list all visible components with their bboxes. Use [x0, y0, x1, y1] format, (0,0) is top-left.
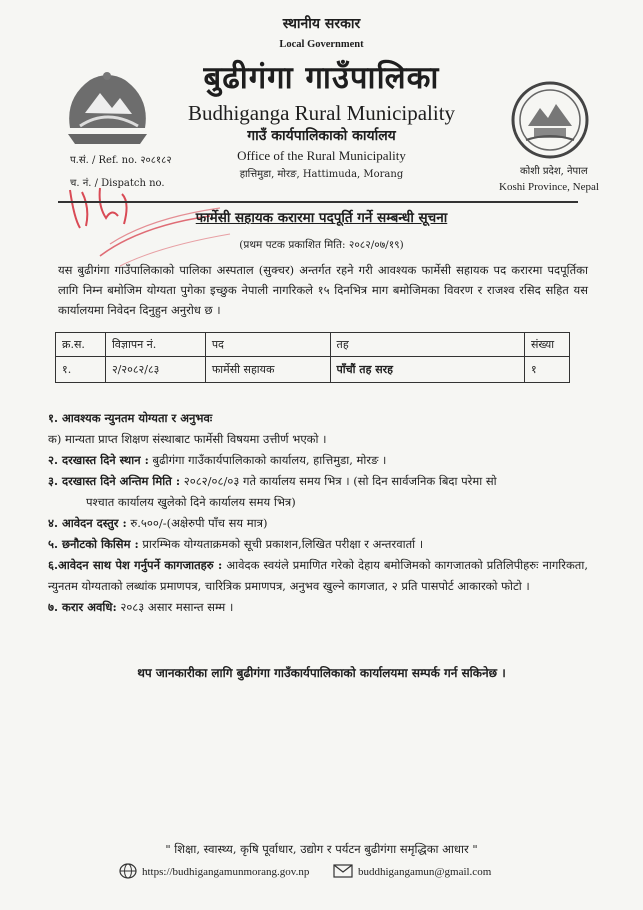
dispatch-number: च. नं. / Dispatch no.: [70, 178, 165, 189]
footer-slogan: " शिक्षा, स्वास्थ्य, कृषि पूर्वाधार, उद्योग र पर्यटन बुढीगंगा समृद्धिका आधार ": [165, 842, 478, 856]
req-1a: क) मान्यता प्राप्त शिक्षण संस्थाबाट फार्मेसी विषयमा उत्तीर्ण भएको ।: [48, 432, 327, 446]
table-cell: २/२०८२/८३: [105, 357, 205, 383]
office-en: Office of the Rural Municipality: [237, 148, 406, 163]
req-7-label: ७. करार अवधि:: [48, 600, 117, 614]
req-5-label: ५. छनौटको किसिम :: [48, 537, 139, 551]
notice-title: फार्मेसी सहायक करारमा पदपूर्ति गर्ने सम्बन्धी सूचना: [195, 210, 448, 226]
vacancy-table: [55, 332, 570, 383]
req-1-title: १. आवश्यक न्युनतम योग्यता र अनुभवः: [48, 411, 213, 425]
req-3-label: ३. दरखास्त दिने अन्तिम मिति :: [48, 474, 181, 488]
municipality-np: बुढीगंगा गाउँपालिका: [203, 60, 440, 96]
gov-en: Local Government: [279, 39, 364, 50]
table-header: तह: [330, 333, 524, 357]
gov-np: स्थानीय सरकार: [282, 16, 361, 32]
municipality-en: Budhiganga Rural Municipality: [187, 101, 456, 125]
table-header: विज्ञापन नं.: [105, 333, 205, 357]
envelope-icon: [333, 864, 353, 878]
email-link[interactable]: buddhigangamun@gmail.com: [358, 866, 492, 878]
table-header-row: [56, 333, 570, 357]
nepal-emblem-icon: [60, 68, 155, 150]
reference-number: प.सं. / Ref. no. २०८१८२: [70, 155, 172, 166]
address-np: हात्तिमुडा, मोरङ: [239, 169, 297, 180]
table-header: पद: [205, 333, 330, 357]
address-en: Hattimuda, Morang: [302, 169, 404, 180]
req-6-text: आवेदक स्वयंले प्रमाणित गरेको देहाय बमोजिमको कागजातको प्रतिलिपीहरुः नागरिकता, न्युनतम योग्यताको लब्धांक प्रमाणपत्र, चारित्रिक प्रमाणपत्र, अनुभव खुल्ने कागजात, २ प्रति पासपोर्ट आकारको फोटो ।: [48, 558, 588, 593]
contact-line: थप जानकारीका लागि बुढीगंगा गाउँकार्यपालिकाको कार्यालयमा सम्पर्क गर्न सकिनेछ ।: [137, 666, 506, 680]
req-4-label: ४. आवेदन दस्तुर :: [48, 516, 127, 530]
table-cell: पाँचौं तह सरह: [330, 357, 524, 383]
req-7-text: २०८३ असार मसान्त सम्म ।: [120, 600, 234, 614]
publish-date: (प्रथम पटक प्रकाशित मिति: २०८२/०७/१९): [239, 239, 404, 251]
globe-icon: [118, 862, 138, 880]
req-4: [48, 513, 588, 534]
province-en: Koshi Province, Nepal: [499, 181, 599, 193]
req-3-text: २०८२/०८/०३ गते कार्यालय समय भित्र । (सो दिन सार्वजनिक बिदा परेमा सो: [183, 474, 497, 488]
req-3: [48, 471, 588, 492]
notice-intro: यस बुढीगंगा गाउँपालिकाको पालिका अस्पताल (सुक्चर) अन्तर्गत रहने गरी आवश्यक फार्मेसी सहायक पद करारमा पदपूर्तिका लागि निम्न बमोजिम योग्यता पुगेका इच्छुक नेपाली नागरिकले १५ दिनभित्र माग बमोजिमका विवरण र राजश्व रसिद सहित यस कार्यालयमा निवेदन दिनुहुन अनुरोध छ ।: [58, 263, 588, 317]
req-3-cont: पश्चात कार्यालय खुलेको दिने कार्यालय समय भित्र): [86, 495, 296, 509]
req-5-text: प्रारम्भिक योग्यताक्रमको सूची प्रकाशन,लिखित परीक्षा र अन्तरवार्ता ।: [142, 537, 424, 551]
table-cell: १.: [56, 357, 106, 383]
table-header: क्र.स.: [56, 333, 106, 357]
table-cell: १: [525, 357, 570, 383]
address: हात्तिमुडा, मोरङ, Hattimuda, Morang: [239, 169, 404, 180]
office-np: गाउँ कार्यपालिकाको कार्यालय: [247, 128, 396, 144]
req-7: [48, 597, 588, 618]
req-5: [48, 534, 588, 555]
header-divider: [58, 201, 578, 203]
req-6: [48, 555, 588, 597]
requirements-list: [48, 408, 588, 618]
req-2: [48, 450, 588, 471]
table-cell: फार्मेसी सहायक: [205, 357, 330, 383]
req-4-text: रु.५००/-(अक्षेरुपी पाँच सय मात्र): [130, 516, 268, 530]
req-2-label: २. दरखास्त दिने स्थान :: [48, 453, 149, 467]
province-np: कोशी प्रदेश, नेपाल: [520, 166, 588, 177]
table-header: संख्या: [525, 333, 570, 357]
req-2-text: बुढीगंगा गाउँकार्यपालिकाको कार्यालय, हात्तिमुडा, मोरङ ।: [152, 453, 387, 467]
website-link[interactable]: https://budhigangamunmorang.gov.np: [142, 866, 310, 878]
table-row: [56, 357, 570, 383]
req-6-label: ६.आवेदन साथ पेश गर्नुपर्ने कागजातहरु :: [48, 558, 223, 572]
municipality-logo-icon: [510, 80, 590, 160]
